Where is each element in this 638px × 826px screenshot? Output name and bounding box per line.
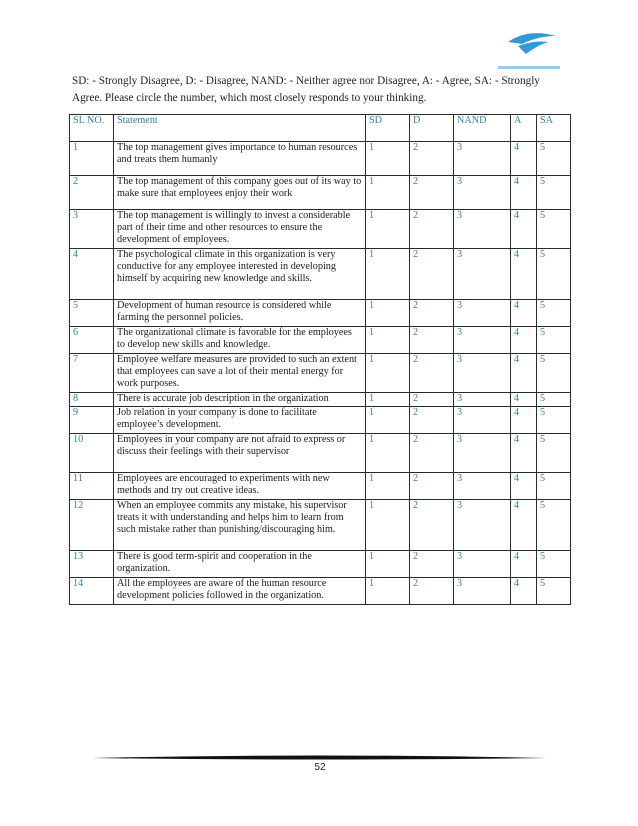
option-d[interactable]: 2 [410,551,454,578]
row-statement: There is good term-spirit and cooperation in the organization. [114,551,366,578]
row-sl: 14 [70,578,114,605]
option-a[interactable]: 4 [511,500,537,551]
option-d[interactable]: 2 [410,327,454,354]
option-sd[interactable]: 1 [366,210,410,249]
option-nand[interactable]: 3 [454,500,511,551]
table-header-row [70,115,571,142]
row-statement: Employees are encouraged to experiments with new methods and try out creative ideas. [114,473,366,500]
row-statement: All the employees are aware of the human resource development policies followed in the organization. [114,578,366,605]
row-sl: 12 [70,500,114,551]
option-d[interactable]: 2 [410,176,454,210]
page-number: 52 [314,762,326,773]
option-sd[interactable]: 1 [366,249,410,300]
row-sl: 1 [70,142,114,176]
row-statement: The top management is willingly to invest a considerable part of their time and other resources to ensure the development of employees. [114,210,366,249]
survey-table [69,114,571,605]
telenor-logo [478,24,578,76]
option-d[interactable]: 2 [410,249,454,300]
table-row [70,434,571,473]
row-statement: The psychological climate in this organization is very conductive for any employee interested in developing himself by acquiring new knowledge and skills. [114,249,366,300]
header-statement: Statement [114,115,366,142]
option-sa[interactable]: 5 [537,327,571,354]
scale-legend-text: SD: - Strongly Disagree, D: - Disagree, NAND: - Neither agree nor Disagree, A: - Agree, SA: - Strongly Agree. Please circle the number, which most closely responds to your thinking. [72,75,540,104]
option-a[interactable]: 4 [511,142,537,176]
option-d[interactable]: 2 [410,142,454,176]
option-sa[interactable]: 5 [537,434,571,473]
table-row [70,407,571,434]
table-row [70,551,571,578]
option-sd[interactable]: 1 [366,500,410,551]
row-sl: 13 [70,551,114,578]
option-a[interactable]: 4 [511,393,537,407]
option-sd[interactable]: 1 [366,473,410,500]
row-sl: 7 [70,354,114,393]
option-sa[interactable]: 5 [537,578,571,605]
option-a[interactable]: 4 [511,300,537,327]
header-sd: SD [366,115,410,142]
table-row [70,249,571,300]
option-nand[interactable]: 3 [454,434,511,473]
option-sd[interactable]: 1 [366,176,410,210]
option-d[interactable]: 2 [410,300,454,327]
row-statement: The top management of this company goes out of its way to make sure that employees enjoy their work [114,176,366,210]
header-a: A [511,115,537,142]
option-nand[interactable]: 3 [454,176,511,210]
table-row [70,354,571,393]
option-a[interactable]: 4 [511,473,537,500]
table-row [70,300,571,327]
table-row [70,578,571,605]
option-sd[interactable]: 1 [366,434,410,473]
option-sd[interactable]: 1 [366,142,410,176]
row-sl: 8 [70,393,114,407]
option-sd[interactable]: 1 [366,407,410,434]
row-statement: There is accurate job description in the organization [114,393,366,407]
header-d: D [410,115,454,142]
option-nand[interactable]: 3 [454,142,511,176]
option-sd[interactable]: 1 [366,393,410,407]
row-sl: 5 [70,300,114,327]
option-sa[interactable]: 5 [537,210,571,249]
row-statement: The top management gives importance to human resources and treats them humanly [114,142,366,176]
option-sa[interactable]: 5 [537,473,571,500]
option-a[interactable]: 4 [511,210,537,249]
table-row [70,393,571,407]
table-row [70,142,571,176]
row-statement: Employees in your company are not afraid to express or discuss their feelings with their supervisor [114,434,366,473]
option-d[interactable]: 2 [410,393,454,407]
option-sa[interactable]: 5 [537,500,571,551]
option-sa[interactable]: 5 [537,393,571,407]
table-row [70,473,571,500]
telenor-logo-icon [478,24,578,76]
option-d[interactable]: 2 [410,473,454,500]
table-row [70,176,571,210]
option-d[interactable]: 2 [410,500,454,551]
table-row [70,500,571,551]
option-sa[interactable]: 5 [537,300,571,327]
row-statement: The organizational climate is favorable for the employees to develop new skills and knowledge. [114,327,366,354]
option-a[interactable]: 4 [511,578,537,605]
option-sd[interactable]: 1 [366,551,410,578]
option-a[interactable]: 4 [511,407,537,434]
header-sl-no: SL NO. [70,115,114,142]
option-a[interactable]: 4 [511,176,537,210]
row-statement: Employee welfare measures are provided to such an extent that employees can save a lot of their mental energy for work purposes. [114,354,366,393]
option-sa[interactable]: 5 [537,551,571,578]
table-row [70,327,571,354]
row-statement: Development of human resource is considered while farming the personnel policies. [114,300,366,327]
option-a[interactable]: 4 [511,249,537,300]
option-nand[interactable]: 3 [454,249,511,300]
option-nand[interactable]: 3 [454,578,511,605]
option-d[interactable]: 2 [410,354,454,393]
option-a[interactable]: 4 [511,551,537,578]
table-row [70,210,571,249]
option-a[interactable]: 4 [511,434,537,473]
row-sl: 2 [70,176,114,210]
option-sd[interactable]: 1 [366,578,410,605]
option-nand[interactable]: 3 [454,393,511,407]
option-nand[interactable]: 3 [454,210,511,249]
option-a[interactable]: 4 [511,354,537,393]
row-sl: 11 [70,473,114,500]
option-sa[interactable]: 5 [537,142,571,176]
option-sa[interactable]: 5 [537,176,571,210]
option-sd[interactable]: 1 [366,327,410,354]
option-d[interactable]: 2 [410,434,454,473]
option-sa[interactable]: 5 [537,407,571,434]
header-nand: NAND [454,115,511,142]
row-sl: 9 [70,407,114,434]
option-sd[interactable]: 1 [366,300,410,327]
option-nand[interactable]: 3 [454,407,511,434]
header-sa: SA [537,115,571,142]
option-d[interactable]: 2 [410,407,454,434]
option-d[interactable]: 2 [410,578,454,605]
option-nand[interactable]: 3 [454,354,511,393]
option-nand[interactable]: 3 [454,473,511,500]
row-sl: 4 [70,249,114,300]
row-statement: Job relation in your company is done to facilitate employee’s development. [114,407,366,434]
option-nand[interactable]: 3 [454,327,511,354]
option-sd[interactable]: 1 [366,354,410,393]
footer-divider [92,754,547,762]
row-statement: When an employee commits any mistake, his supervisor treats it with understanding and helps him to learn from such mistake rather than punishing/discouraging him. [114,500,366,551]
option-nand[interactable]: 3 [454,551,511,578]
option-nand[interactable]: 3 [454,300,511,327]
option-sa[interactable]: 5 [537,354,571,393]
row-sl: 3 [70,210,114,249]
row-sl: 10 [70,434,114,473]
option-d[interactable]: 2 [410,210,454,249]
option-sa[interactable]: 5 [537,249,571,300]
option-a[interactable]: 4 [511,327,537,354]
row-sl: 6 [70,327,114,354]
